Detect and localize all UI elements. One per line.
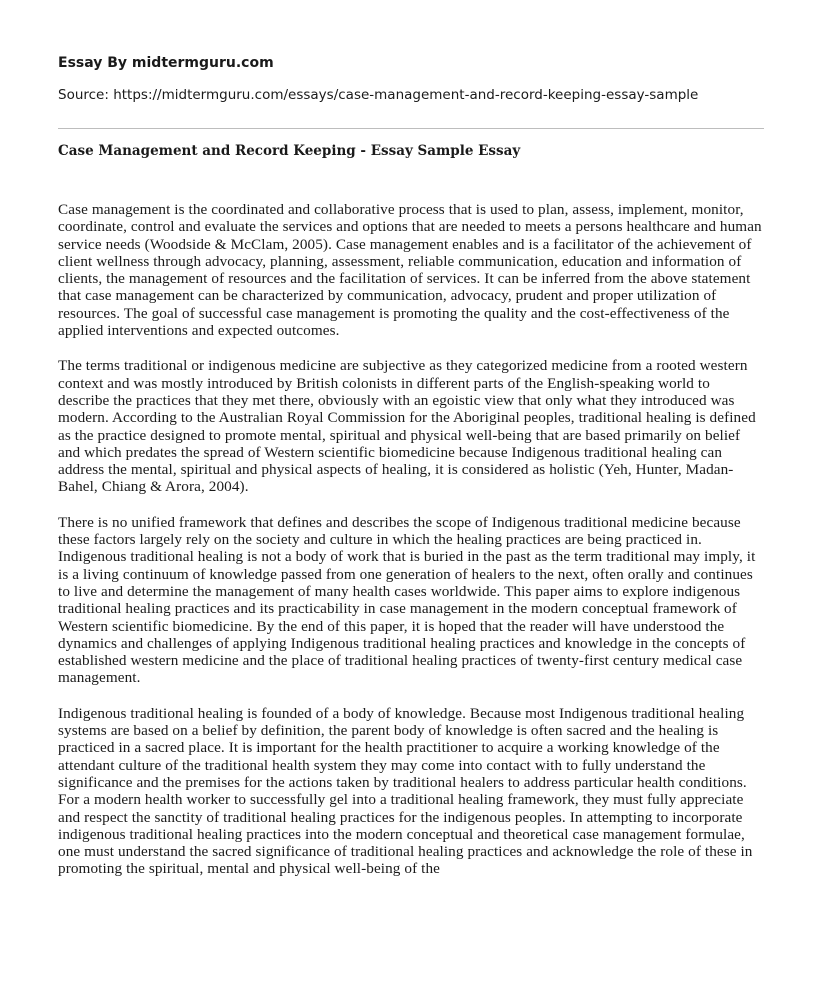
paragraph-1: Case management is the coordinated and collaborative process that is used to plan, assess, implement, monitor, coordinate, control and evaluate the services and options that are needed to meets a persons healthcare and human service needs (Woodside & McClam, 2005). Case management enables and is a facilitator of the achievement of client wellness through advocacy, planning, assessment, reliable communication, education and information of clients, the management of resources and the facilitation of services. It can be inferred from the above statement that case management can be characterized by communication, advocacy, prudent and proper utilization of resources. The goal of successful case management is promoting the quality and the cost-effectiveness of the applied interventions and expected outcomes. — [58, 201, 762, 340]
essay-body — [58, 201, 764, 896]
source-line: Source: https://midtermguru.com/essays/case-management-and-record-keeping-essay-sample — [58, 87, 699, 103]
paragraph-2: The terms traditional or indigenous medicine are subjective as they categorized medicine from a rooted western context and was mostly introduced by British colonists in different parts of the English-speaking world to describe the practices that they met there, obviously with an egoistic view that only what they introduced was modern. According to the Australian Royal Commission for the Aboriginal peoples, traditional healing is defined as the practice designed to promote mental, spiritual and physical well-being that are based primarily on belief and which predates the spread of Western scientific biomedicine because Indigenous traditional healing can address the mental, spiritual and physical aspects of healing, it is considered as holistic (Yeh, Hunter, Madan-Bahel, Chiang & Arora, 2004). — [58, 357, 756, 496]
paragraph-4: Indigenous traditional healing is founded of a body of knowledge. Because most Indigenous traditional healing systems are based on a belief by definition, the parent body of knowledge is often sacred and the healing is practiced in a sacred place. It is important for the health practitioner to acquire a working knowledge of the attendant culture of the traditional health system they may come into contact with to fully understand the significance and the premises for the actions taken by traditional healers to address particular health conditions. For a modern health worker to successfully gel into a traditional healing framework, they must fully appreciate and respect the sanctity of traditional healing practices for the indigenous peoples. In attempting to incorporate indigenous traditional healing practices into the modern conceptual and theoretical case management formulae, one must understand the sacred significance of traditional healing practices and acknowledge the role of these in promoting the spiritual, mental and physical well-being of the — [58, 704, 753, 878]
essay-title: Case Management and Record Keeping - Essay Sample Essay — [58, 143, 521, 159]
site-title: Essay By midtermguru.com — [58, 55, 274, 71]
paragraph-3: There is no unified framework that defines and describes the scope of Indigenous traditional medicine because these factors largely rely on the society and culture in which the healing practices are being practiced in. Indigenous traditional healing is not a body of work that is buried in the past as the term traditional may imply, it is a living continuum of knowledge passed from one generation of healers to the next, often orally and continues to live and determine the management of many health cases worldwide. This paper aims to explore indigenous traditional healing practices and its practicability in case management in the modern conceptual framework of Western scientific biomedicine. By the end of this paper, it is hoped that the reader will have understood the dynamics and challenges of applying Indigenous traditional healing practices and knowledge in the concepts of established western medicine and the place of traditional healing practices of twenty-first century medical case management. — [58, 513, 756, 687]
divider — [58, 128, 764, 129]
